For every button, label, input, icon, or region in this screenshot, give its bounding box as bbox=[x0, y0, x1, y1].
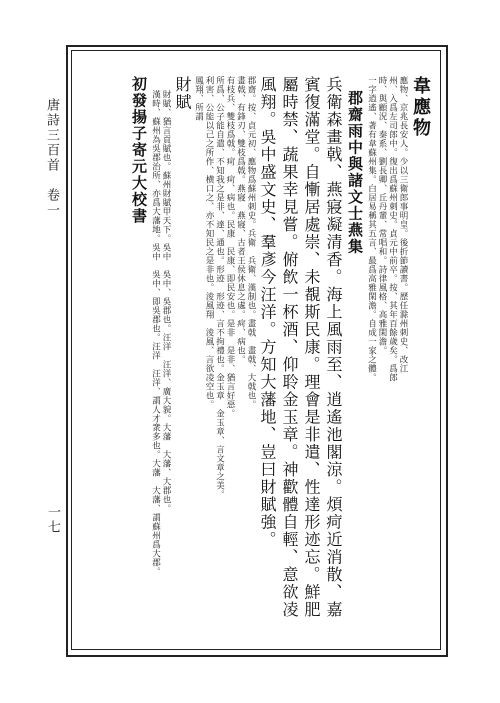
text-column: 兵衛森畫戟、燕寢凝清香。海上風雨至、逍遙池閣涼。煩疴近消散、嘉 bbox=[324, 76, 343, 619]
text-column: 財賦 bbox=[173, 76, 192, 111]
text-column: 財賦、猶言貢賦也。蘇州財賦甲天下。吳中 吳中、吳郡也。汪洋 汪洋、廣大貌。大藩 大藩、大郡也。 bbox=[161, 90, 171, 513]
text-column: 屬時禁、蔬果幸見嘗。俯飲一杯酒、仰聆金玉章。神歡體自輕、意欲凌 bbox=[280, 76, 299, 619]
text-column: 所爲、公子能自遣、不知我之是非、達、通也。形迹 形迹、言不拘禮也。金玉章 金玉章、言文章之美。 bbox=[214, 76, 225, 499]
text-column: 初發揚子寄元大校書 bbox=[130, 76, 148, 225]
text-column: 應物、京兆長安人。少以三衛郎事明皇。後折節讀書。歷任滁州刺史、改江 bbox=[398, 76, 408, 373]
page-number: 一七 bbox=[45, 505, 60, 535]
margin-header: 唐詩三百首 卷一 bbox=[44, 98, 59, 218]
text-column: 時、與顧況、秦系、劉長卿、丘丹輩、常唱和。詩律風格、高雅閑澹。 bbox=[377, 76, 387, 355]
text-column: 郡齋。按、貞元初、應物爲蘇州刺史。兵衛 兵衛、漢制也。畫戟 畫戟、大戟也。 bbox=[246, 76, 256, 409]
body-text bbox=[80, 60, 432, 640]
text-column: 郡齋雨中與諸文士燕集 bbox=[346, 90, 364, 255]
text-column: 風翔。吳中盛文史、羣彥今汪洋。方知大藩地、豈曰財賦強。 bbox=[258, 76, 277, 549]
text-column: 漢時、蘇州為吳郡治所、亦爲大藩地。吳中 吳中、即吳郡也。汪洋 汪洋、謂人才衆多也。大藩 大藩、謂蘇州爲大郡。 bbox=[150, 90, 161, 576]
text-column: 賓復滿堂。自慚居處崇、未覩斯民康。理會是非遣、性達形迹忘。鮮肥 bbox=[302, 76, 321, 619]
text-column: 畫戟、有鋒刃、雙枝爲戟。燕寢 燕寢、古者王侯休息之處。疴、病也。 bbox=[235, 76, 246, 364]
text-column: 一字逍遙、著有韋蘇州集。白居易稱其五言、最爲高雅閑澹。自成一家之體。 bbox=[366, 76, 377, 382]
text-column: 利害、公能以己之所作、横口之、亦不知民之是非也。淩風翔 淩風、言欲凌空也。 bbox=[204, 76, 214, 409]
text-column: 韋應物 bbox=[410, 76, 431, 139]
text-column: 鳳翔、所謂 bbox=[193, 76, 204, 121]
text-column: 有枝兵、雙枝爲戟。疴 疴、病也。民康 民康、即民安也。是非 是非、猶言好惡。 bbox=[225, 76, 235, 418]
text-column: 州、入爲左司郎中。復出爲蘇州刺史。貞元中前卒。按、其年百餘歲矣。爲郎 bbox=[387, 76, 398, 382]
